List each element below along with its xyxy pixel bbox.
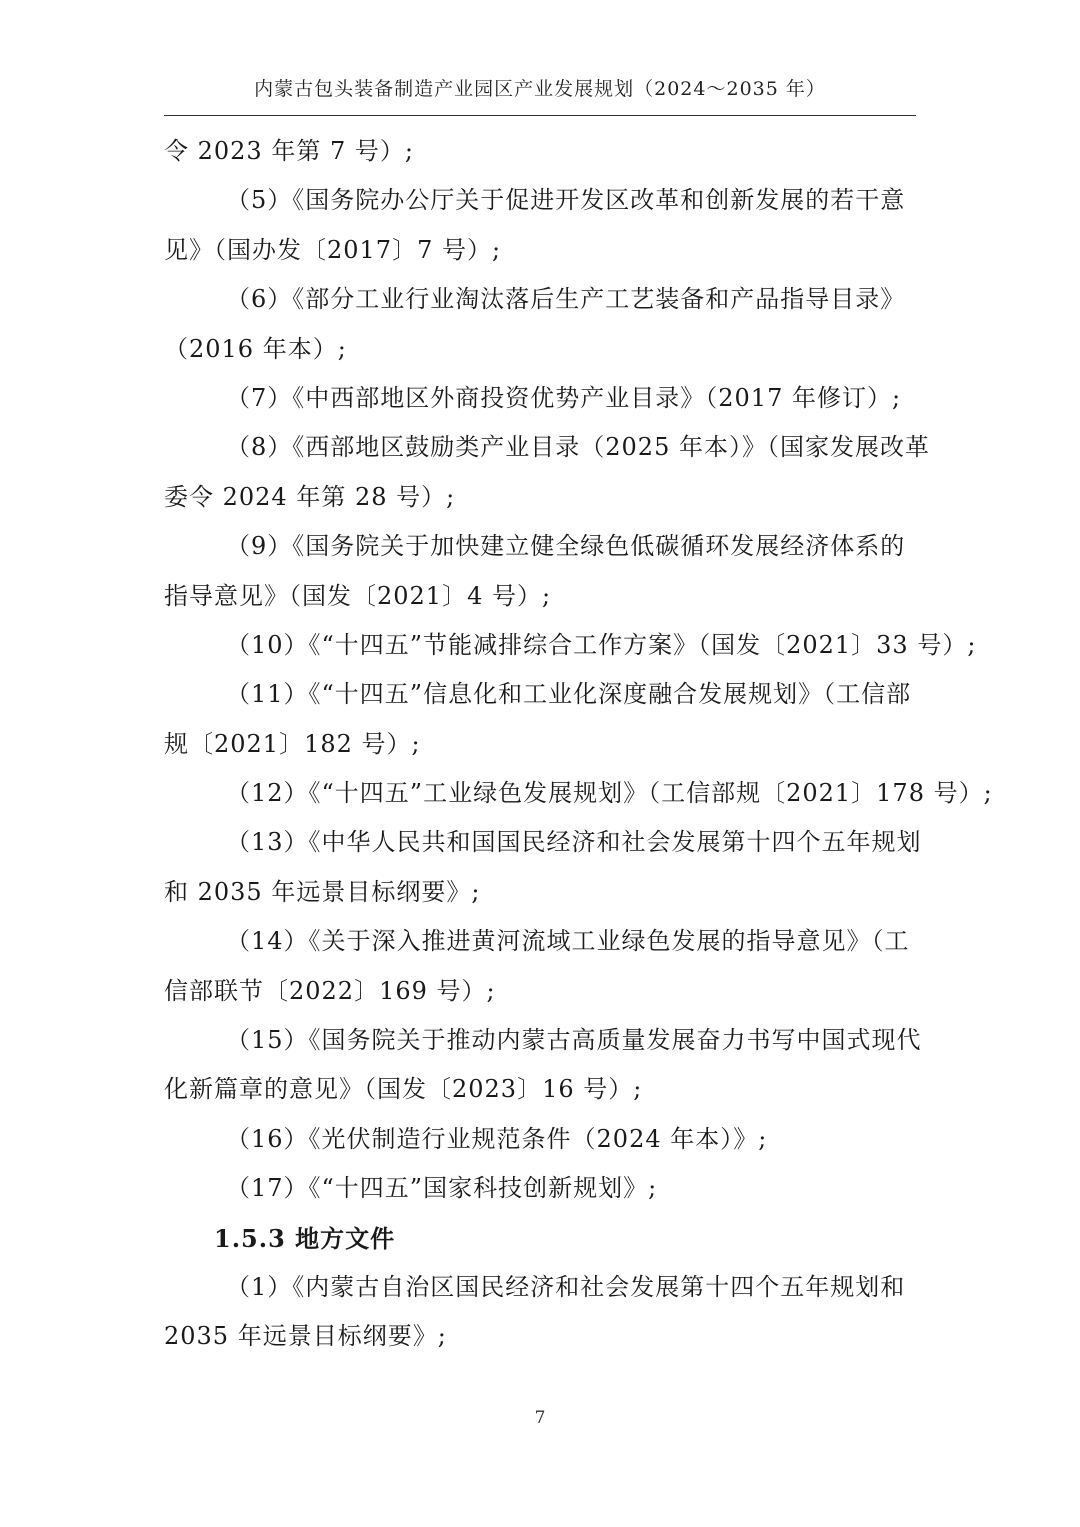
text-line: （15）《国务院关于推动内蒙古高质量发展奋力书写中国式现代 [226, 1026, 922, 1055]
text-line: 指导意见》（国发〔2021〕4 号）; [164, 581, 552, 610]
text-line: 2035 年远景目标纲要》; [164, 1322, 447, 1351]
text-line: （6）《部分工业行业淘汰落后生产工艺装备和产品指导目录》 [226, 285, 906, 314]
text-line: 和 2035 年远景目标纲要》; [164, 877, 481, 906]
text-line: 信部联节〔2022〕169 号）; [164, 976, 496, 1005]
text-line: （14）《关于深入推进黄河流域工业绿色发展的指导意见》（工 [226, 927, 910, 956]
section-heading: 1.5.3 地方文件 [214, 1223, 396, 1253]
text-line: 规〔2021〕182 号）; [164, 729, 421, 758]
text-line: （11）《“十四五”信息化和工业化深度融合发展规划》（工信部 [226, 680, 912, 709]
text-line: （1）《内蒙古自治区国民经济和社会发展第十四个五年规划和 [226, 1272, 906, 1301]
text-line: （10）《“十四五”节能减排综合工作方案》（国发〔2021〕33 号）; [226, 630, 977, 659]
text-line: （9）《国务院关于加快建立健全绿色低碳循环发展经济体系的 [226, 532, 906, 561]
text-line: 令 2023 年第 7 号）; [164, 137, 414, 165]
text-line: （16）《光伏制造行业规范条件（2024 年本）》; [226, 1124, 768, 1153]
page-header: 内蒙古包头装备制造产业园区产业发展规划（2024～2035 年） [254, 78, 826, 100]
text-line: （12）《“十四五”工业绿色发展规划》（工信部规〔2021〕178 号）; [226, 779, 993, 808]
text-line: 见》（国办发〔2017〕7 号）; [164, 235, 502, 264]
text-line: （8）《西部地区鼓励类产业目录（2025 年本）》（国家发展改革 [226, 433, 930, 462]
text-line: （7）《中西部地区外商投资优势产业目录》（2017 年修订）; [226, 383, 902, 412]
page-number: 7 [534, 1408, 546, 1428]
text-line: （5）《国务院办公厅关于促进开发区改革和创新发展的若干意 [226, 186, 906, 215]
text-line: （13）《中华人民共和国国民经济和社会发展第十四个五年规划 [226, 828, 922, 857]
header-rule [164, 115, 916, 116]
text-line: （17）《“十四五”国家科技创新规划》; [226, 1174, 658, 1203]
text-line: （2016 年本）; [164, 334, 347, 363]
text-line: 委令 2024 年第 28 号）; [164, 482, 456, 511]
text-line: 化新篇章的意见》（国发〔2023〕16 号）; [164, 1075, 643, 1104]
document-body [164, 127, 993, 1362]
